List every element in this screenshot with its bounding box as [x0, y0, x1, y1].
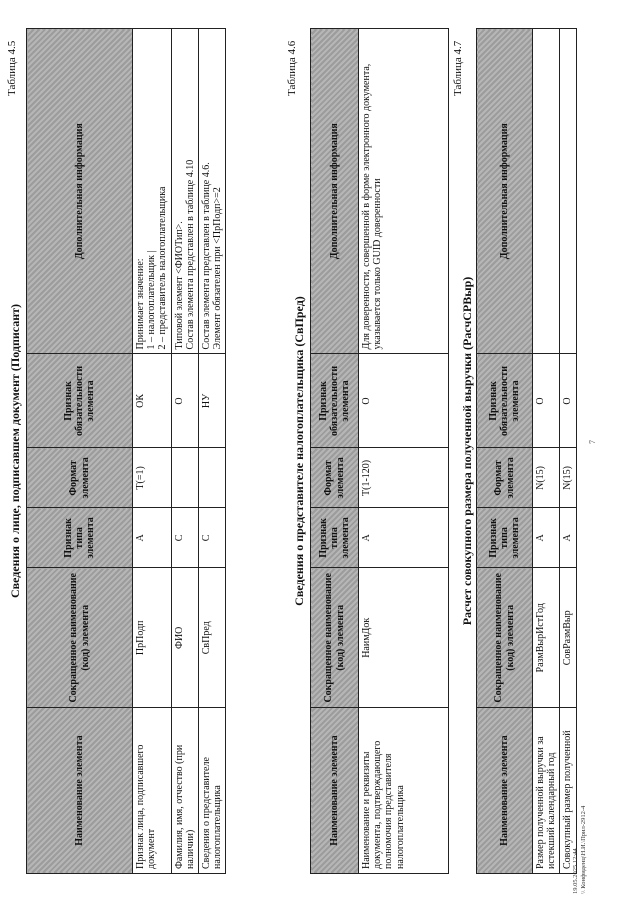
header-cell: Дополнительная информация — [477, 29, 533, 354]
info-line: Состав элемента представлен в таблице 4.10 — [184, 159, 196, 350]
info-line: 2 – представитель налогоплательщика — [157, 186, 169, 350]
table-4-6 — [310, 28, 449, 874]
header-cell: Дополнительная информация — [27, 29, 133, 354]
cell-format: N(15) — [560, 448, 576, 508]
cell-format — [171, 448, 198, 508]
cell-code: НаимДок — [359, 568, 449, 708]
cell-element-name: Фамилия, имя, отчество (при наличии) — [171, 708, 198, 874]
cell-type: С — [171, 508, 198, 568]
info-line: Состав элемента представлен в таблице 4.6. — [200, 162, 212, 350]
cell-required: О — [359, 354, 449, 448]
table-4-7 — [476, 28, 577, 874]
cell-required: НУ — [198, 354, 225, 448]
table-row — [133, 29, 172, 874]
cell-format: Т(=1) — [133, 448, 172, 508]
cell-format — [198, 448, 225, 508]
header-cell: Формат элемента — [311, 448, 359, 508]
cell-required: О — [560, 354, 576, 448]
info-line: Типовой элемент <ФИОТип>. — [173, 221, 185, 350]
table-row — [533, 29, 560, 874]
cell-info — [133, 29, 172, 354]
header-cell: Признак типа элемента — [477, 508, 533, 568]
cell-element-name: Размер полученной выручки за истекший календарный год — [533, 708, 560, 874]
table-4-6-caption: Таблица 4.6 — [286, 40, 298, 96]
cell-format: Т(1-120) — [359, 448, 449, 508]
cell-code: ФИО — [171, 568, 198, 708]
table-4-7-caption: Таблица 4.7 — [452, 40, 464, 96]
header-cell: Признак типа элемента — [27, 508, 133, 568]
table-4-7-title: Расчет совокупного размера полученной выручки (РасчСРВыр) — [460, 276, 474, 626]
header-cell: Сокращенное наименование (код) элемента — [27, 568, 133, 708]
cell-type: А — [133, 508, 172, 568]
cell-info — [359, 29, 449, 354]
cell-code: СвПред — [198, 568, 225, 708]
header-cell: Наименование элемента — [27, 708, 133, 874]
cell-info — [171, 29, 198, 354]
info-line: Принимает значение: — [135, 258, 146, 350]
table-row — [171, 29, 198, 874]
info-line: Элемент обязателен при <ПрПодп>=2 — [212, 187, 224, 350]
table-4-6-title: Сведения о представителе налогоплательщика (СвПред) — [292, 296, 306, 606]
page-number: 7 — [588, 440, 597, 444]
cell-required: О — [171, 354, 198, 448]
header-cell: Формат элемента — [477, 448, 533, 508]
footer-date: 19.05.2025 12:44 — [572, 848, 579, 894]
cell-info — [533, 29, 560, 354]
table-row — [198, 29, 225, 874]
cell-type: А — [359, 508, 449, 568]
cell-element-name: Наименование и реквизиты документа, подтверждающего полномочия представителя налогоплательщика — [359, 708, 449, 874]
info-line: 1 – налогоплательщик | — [146, 250, 158, 350]
header-cell: Признак обязательности элемента — [477, 354, 533, 448]
header-cell: Признак обязательности элемента — [311, 354, 359, 448]
cell-type: С — [198, 508, 225, 568]
cell-info — [198, 29, 225, 354]
print-footer — [572, 806, 588, 894]
table-4-5-caption: Таблица 4.5 — [6, 40, 18, 96]
header-cell: Признак обязательности элемента — [27, 354, 133, 448]
header-cell: Наименование элемента — [477, 708, 533, 874]
header-cell: Дополнительная информация — [311, 29, 359, 354]
cell-element-name: Признак лица, подписавшего документ — [133, 708, 172, 874]
cell-code: РазмВырИстГод — [533, 568, 560, 708]
table-4-5-title: Сведения о лице, подписавшем документ (Подписант) — [8, 303, 22, 599]
cell-element-name: Сведения о представителе налогоплательщика — [198, 708, 225, 874]
cell-type: А — [533, 508, 560, 568]
table-4-5 — [26, 28, 226, 874]
cell-required: О — [533, 354, 560, 448]
table-header-row — [311, 29, 359, 874]
info-line: Для доверенности, совершенной в форме электронного документа, указывается только GUID доверенности — [361, 63, 384, 350]
table-header-row — [477, 29, 533, 874]
cell-info — [560, 29, 576, 354]
header-cell: Формат элемента — [27, 448, 133, 508]
header-cell: Признак типа элемента — [311, 508, 359, 568]
header-cell: Сокращенное наименование (код) элемента — [477, 568, 533, 708]
cell-format: N(15) — [533, 448, 560, 508]
footer-path: \\ Конфиденц\Н.И.\Прил-2912-4 — [579, 805, 587, 894]
table-row — [359, 29, 449, 874]
table-row — [560, 29, 576, 874]
cell-code: СовРазмВыр — [560, 568, 576, 708]
cell-element-name: Совокупный размер полученной — [560, 708, 576, 874]
cell-code: ПрПодп — [133, 568, 172, 708]
cell-required: ОК — [133, 354, 172, 448]
table-header-row — [27, 29, 133, 874]
cell-type: А — [560, 508, 576, 568]
header-cell: Сокращенное наименование (код) элемента — [311, 568, 359, 708]
header-cell: Наименование элемента — [311, 708, 359, 874]
